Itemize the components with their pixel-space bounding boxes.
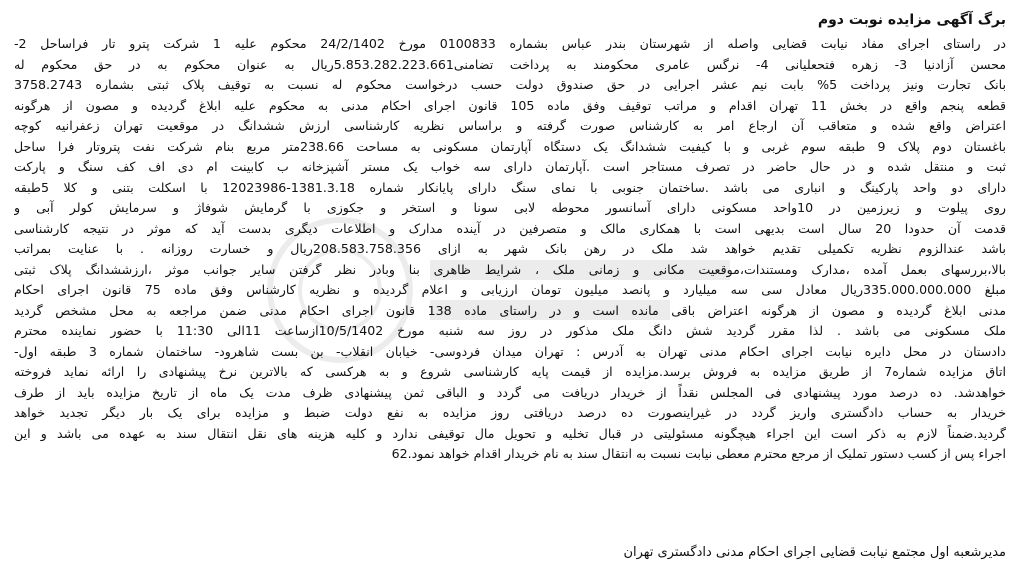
body-line: باغستان دوم پلاک 9 طبقه سوم غربی و با کیفیت ششدانگ یک دستگاه آپارتمان مسکونی به مساحت 238.66متر مربع بنام شرکت نفت پتروتار فرا ساحل bbox=[14, 138, 1006, 154]
body-line: دادستان در محل دایره نیابت اجرای احکام مدنی تهران به آدرس : تهران میدان فردوسی- خیابان انقلاب- بن بست شاهرود- ساختمان شماره 3 طبقه اول- bbox=[14, 343, 1006, 359]
body-line: مبلغ 335.000.000.000ریال معادل سی سه میلیارد و پانصد میلیون تومان ارزیابی و اعلام گردیده و نظریه کارشناس وفق ماده 75 قانون اجرای احکام bbox=[14, 282, 1006, 297]
notice-title: برگ آگهی مزایده نوبت دوم bbox=[817, 12, 1006, 28]
body-line: مدنی ابلاغ گردیده و مصون از هرگونه اعتراض باقی مانده است و در راستای ماده 138 قانون اجرای احکام مدنی ضمن مراجعه به محل مشخص گردید bbox=[14, 302, 1006, 318]
body-line: بانک تجارت ونیز پرداخت 5% بابت نیم عشر اجرایی در حق صندوق دولت حسب درخواست محکوم له نسبت به توقیف پلاک ثبتی بشماره 3758.2743 bbox=[14, 77, 1006, 92]
body-line: محسن آزادنیا 3- زهره فتحعلیانی 4- نرگس عامری محکومند به پرداخت تضامنی5.853.282.223.661ریال به عنوان محکوم به در حق محکوم له bbox=[14, 56, 1006, 72]
body-line: روی پیلوت و زیرزمین در 10واحد مسکونی دارای آسانسور محوطه لابی سونا و استخر و جکوزی با گرمایش شوفاژ و سرمایش کولر آبی و bbox=[14, 200, 1006, 215]
notice-signature: مدیرشعبه اول مجتمع نیابت قضایی اجرای احکام مدنی دادگستری تهران bbox=[623, 545, 1006, 560]
body-line: اعتراض واقع شده و متعاقب آن ارجاع امر به کارشناس صورت گرفته و براساس نظریه کارشناسی ارزش ششدانگ در موقعیت تهران زعفرانیه کوچه bbox=[14, 118, 1006, 133]
body-line: گردید.ضمناً لازم به ذکر است این اجراء هیچگونه مسئولیتی در قبال تخلیه و تحویل مال توقیفی ندارد و کلیه هزینه های نقل انتقال سند به عهده می باشد و این bbox=[14, 425, 1006, 441]
body-line: بالا،بررسهای بعمل آمده ،مدارک ومستندات،موقعیت مکانی و زمانی ملک ، شرایط ظاهری بنا وبادر نظر گرفتن سایر جوانب موثر ،ارزششدانگ پلاک ثبتی bbox=[14, 261, 1006, 277]
body-line: ملک مسکونی می باشد . لذا مقرر گردید شش دانگ ملک مذکور در روز سه شنبه مورخ 10/5/1402ازساعت 11الی 11:30 با حضور نماینده محترم bbox=[14, 323, 1006, 338]
body-line: اتاق مزایده شماره7 از طریق مزایده به فروش برسد.مزایده از قیمت پایه کارشناسی شروع و به هرکسی که بالاترین نرخ پیشنهادی را ارائه نماید فروخته bbox=[14, 364, 1006, 379]
body-line: باشد عندالزوم نظریه تکمیلی تقدیم خواهد شد ملک در رهن بانک شهر به ازای 208.583.758.356ریال و خسارت روزانه . با عنایت بمراتب bbox=[14, 241, 1006, 256]
notice-body bbox=[14, 34, 1006, 465]
body-line: خریدار به حساب دادگستری واریز گردد در غیراینصورت ده درصد دریافتی روز مزایده به نفع دولت ضبط و مزایده برای یک بار دیگر تجدید خواهد bbox=[14, 405, 1006, 420]
body-line: قدمت آن حدودا 20 سال است بدیهی است با همکاری مالک و متصرفین در آینده مدارک و اطلاعات دیگری بدست آید که موثر در نتیجه کارشناسی bbox=[14, 220, 1006, 236]
body-line: خواهدشد. ده درصد مورد پیشنهادی فی المجلس نقداً از خریدار دریافت می گردد و الباقی ثمن پیشنهادی ظرف مدت یک ماه از تاریخ مزایده باید از طرف bbox=[14, 384, 1006, 400]
body-line: دارای دو واحد پارکینگ و انباری می باشد .ساختمان جنوبی با نمای سنگ دارای پایانکار شماره 1381.3.18-12023986 با اسکلت بتنی و کلا 5طبقه bbox=[14, 179, 1006, 195]
body-line: ثبت و منتقل شده و در حال حاضر در تصرف مستاجر است .آپارتمان دارای سه خواب یک مستر آشپزخانه ب کابینت ام دی اف کف سنگ و پارکت bbox=[14, 159, 1006, 174]
body-line: در راستای اجرای مفاد نیابت قضایی واصله از شهرستان بندر عباس بشماره 0100833 مورخ 24/2/1402 محکوم علیه 1 شرکت پترو تار فراساحل 2- bbox=[14, 36, 1006, 51]
body-line: اجراء پس از کسب دستور تملیک از مرجع محترم معطی نیابت نسبت به انتقال سند به نام خریدار اقدام خواهد نمود.62 bbox=[391, 446, 1006, 461]
body-line: قطعه پنجم واقع در بخش 11 تهران اقدام و مراتب توقیف وفق ماده 105 قانون اجرای احکام مدنی به محکوم علیه ابلاغ گردیده و مصون از هرگونه bbox=[14, 97, 1006, 113]
